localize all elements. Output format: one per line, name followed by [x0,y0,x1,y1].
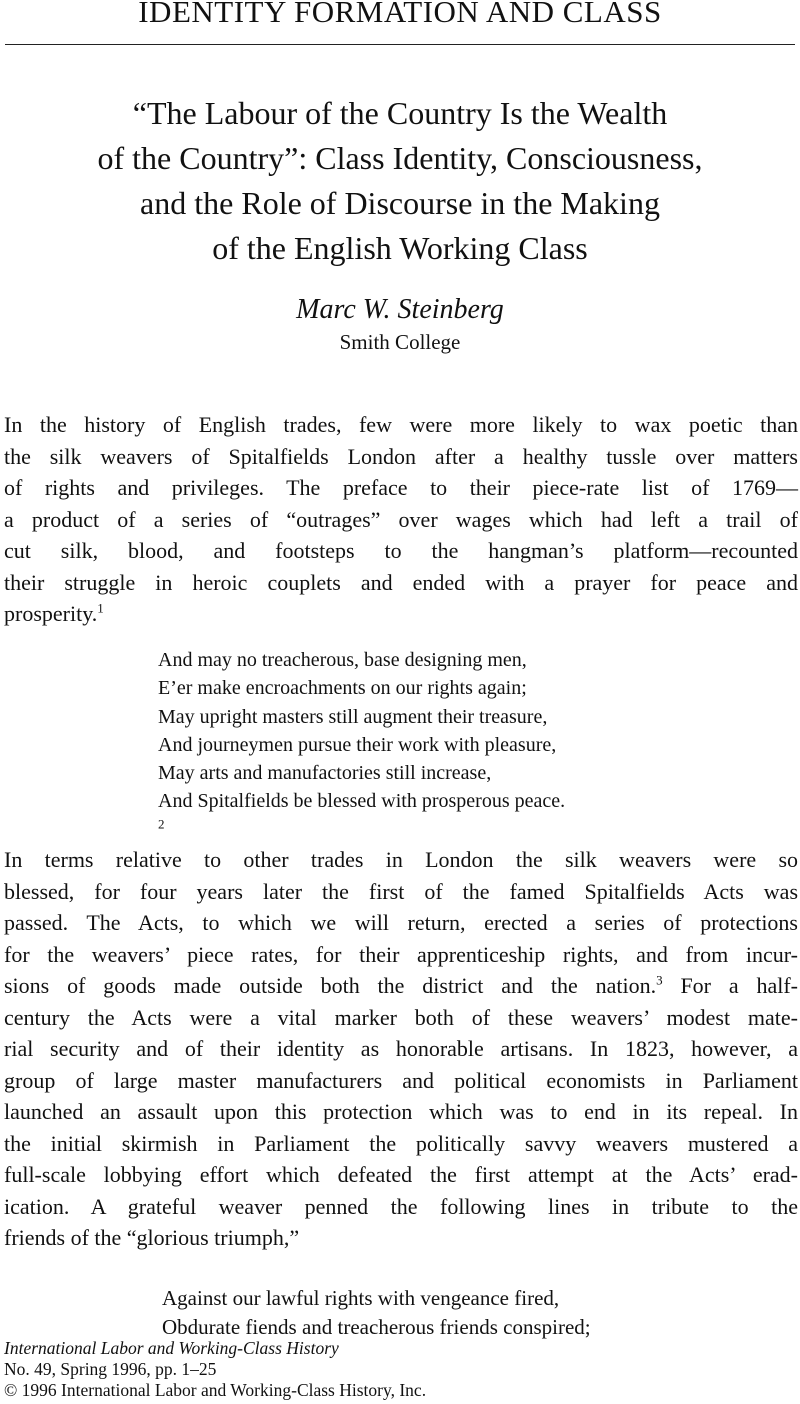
text-line-content: sions of goods made outside both the district and the nation. [4,973,657,998]
verse-block-1 [158,646,565,844]
text-line-content: prosperity. [4,601,98,626]
text-line: launched an assault upon this protection which was to end in its repeal. In [4,1099,798,1124]
text-line: blessed, for four years later the first of the famed Spitalfields Acts was [4,878,798,904]
text-line: of rights and privileges. The preface to their piece-rate list of 1769— [4,475,798,500]
body-paragraph-1 [4,409,798,630]
author-name: Marc W. Steinberg [296,294,504,325]
text-line: group of large master manufacturers and political economists in Parliament [4,1067,798,1093]
text-line: friends of the “glorious triumph,” [4,1225,300,1250]
text-line: the initial skirmish in Parliament the politically savvy weavers mustered a [4,1130,798,1156]
verse-line: And journeymen pursue their work with pleasure, [158,733,557,756]
text-line: In the history of English trades, few were more likely to wax poetic than [4,412,798,437]
footnote-ref[interactable]: 2 [158,816,165,832]
copyright-line: © 1996 International Labor and Working-Class History, Inc. [4,1380,427,1400]
title-line: “The Labour of the Country Is the Wealth [132,95,668,131]
footnote-ref[interactable]: 1 [97,600,104,616]
text-line: passed. The Acts, to which we will return, erected a series of protections [4,910,798,935]
header-rule [5,44,795,45]
article-title [0,91,800,271]
text-line-content: For a half- [680,973,798,998]
verse-line: Obdurate fiends and treacherous friends conspired; [162,1315,591,1339]
body-paragraph-2 [4,844,798,1254]
verse-line: E’er make encroachments on our rights again; [158,677,527,700]
text-line: their struggle in heroic couplets and ended with a prayer for peace and [4,569,798,595]
text-line: century the Acts were a vital marker both of these weavers’ modest mate- [4,1004,798,1030]
title-line: and the Role of Discourse in the Making [140,185,660,221]
verse-block-2 [162,1284,591,1342]
text-line: the silk weavers of Spitalfields London after a healthy tussle over matters [4,443,798,469]
text-line [4,598,798,630]
journal-name: International Labor and Working-Class History [4,1338,339,1358]
text-line [4,970,798,1002]
text-line: for the weavers’ piece rates, for their apprenticeship rights, and from incur- [4,941,798,967]
verse-line: And may no treacherous, base designing men, [158,649,527,671]
running-head: IDENTITY FORMATION AND CLASS [138,0,662,29]
footnote-ref[interactable]: 3 [656,972,663,988]
title-line: of the English Working Class [212,230,588,266]
text-line: In terms relative to other trades in London the silk weavers were so [4,847,798,872]
author-affiliation: Smith College [339,330,461,354]
verse-line: May arts and manufactories still increase, [158,762,492,785]
text-line: cut silk, blood, and footsteps to the hangman’s platform—recounted [4,538,798,563]
journal-footer [4,1338,426,1401]
verse-line: Against our lawful rights with vengeance fired, [162,1286,560,1310]
text-line: full-scale lobbying effort which defeated the first attempt at the Acts’ erad- [4,1162,798,1187]
title-line: of the Country”: Class Identity, Consciousness, [97,140,703,176]
text-line: a product of a series of “outrages” over wages which had left a trail of [4,506,798,532]
verse-line [158,787,565,844]
verse-line-content: And Spitalfields be blessed with prosperous peace. [158,790,566,813]
verse-line: May upright masters still augment their treasure, [158,705,548,728]
text-line: ication. A grateful weaver penned the following lines in tribute to the [4,1193,798,1219]
journal-issue: No. 49, Spring 1996, pp. 1–25 [4,1359,217,1379]
text-line: rial security and of their identity as honorable artisans. In 1823, however, a [4,1036,798,1061]
